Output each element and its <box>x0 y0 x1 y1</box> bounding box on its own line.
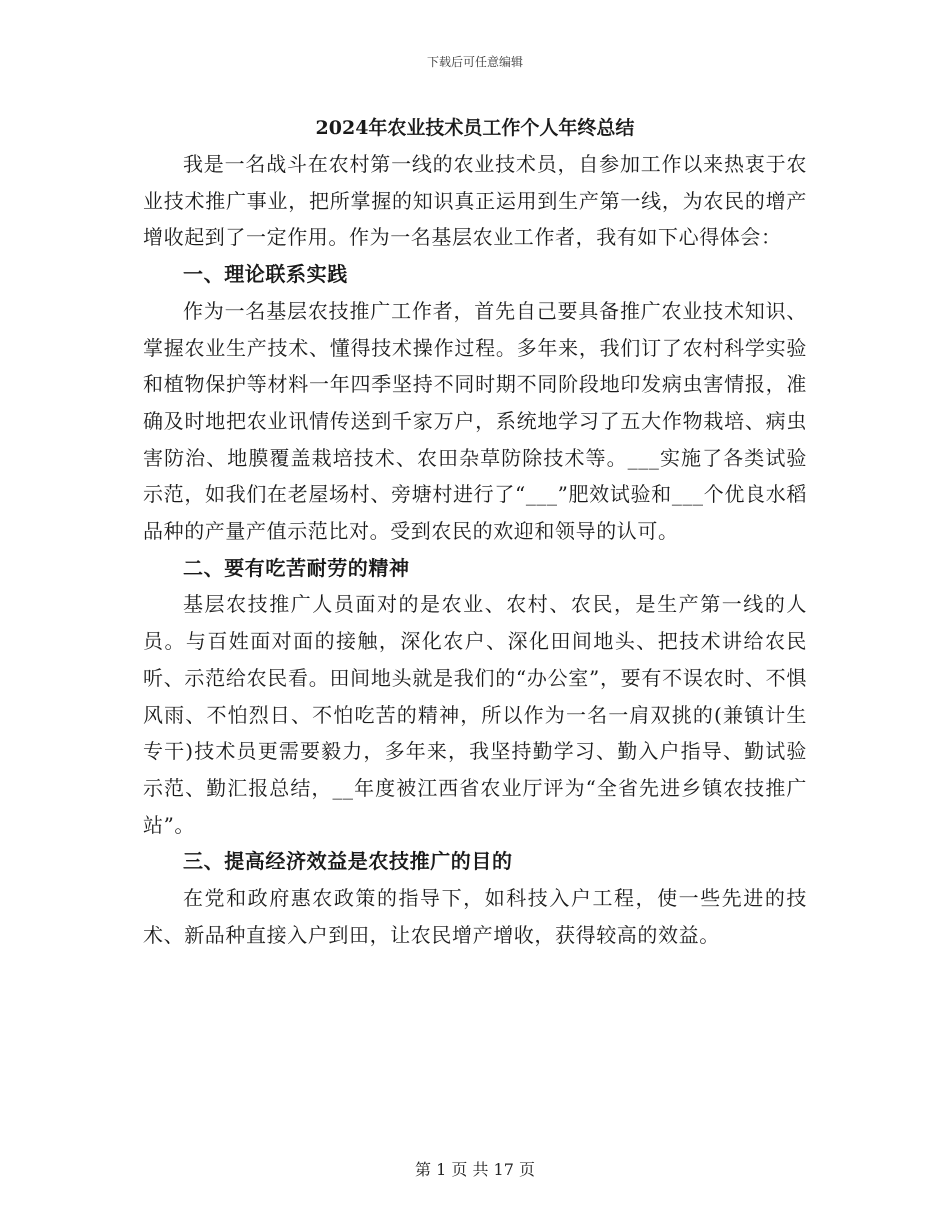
document-title: 2024年农业技术员工作个人年终总结 <box>315 117 635 139</box>
section-heading-3: 三、提高经济效益是农技推广的目的 <box>183 849 513 874</box>
section-paragraph-2: 基层农技推广人员面对的是农业、农村、农民，是生产第一线的人员。与百姓面对面的接触，深化农户、深化田间地头、把技术讲给农民听、示范给农民看。田间地头就是我们的“办公室”，要有不误农时、不惧风雨、不怕烈日、不怕吃苦的精神，所以作为一名一肩双挑的(兼镇计生专干)技术员更需要毅力，多年来，我坚持勤学习、勤入户指导、勤试验示范、勤汇报总结，__年度被江西省农业厅评为“全省先进乡镇农技推广站”。 <box>143 592 807 837</box>
intro-paragraph: 我是一名战斗在农村第一线的农业技术员，自参加工作以来热衷于农业技术推广事业，把所掌握的知识真正运用到生产第一线，为农民的增产增收起到了一定作用。作为一名基层农业工作者，我有如下心得体会： <box>143 152 807 250</box>
section-paragraph-1: 作为一名基层农技推广工作者，首先自己要具备推广农业技术知识、掌握农业生产技术、懂得技术操作过程。多年来，我们订了农村科学实验和植物保护等材料一年四季坚持不同时期不同阶段地印发病虫害情报，准确及时地把农业讯情传送到千家万户，系统地学习了五大作物栽培、病虫害防治、地膜覆盖栽培技术、农田杂草防除技术等。___实施了各类试验示范，如我们在老屋场村、旁塘村进行了“___”肥效试验和___个优良水稻品种的产量产值示范比对。受到农民的欢迎和领导的认可。 <box>143 298 807 544</box>
page-header-note: 下载后可任意编辑 <box>426 55 523 69</box>
document-body <box>143 112 807 953</box>
section-paragraph-3: 在党和政府惠农政策的指导下，如科技入户工程，使一些先进的技术、新品种直接入户到田，让农民增产增收，获得较高的效益。 <box>143 886 807 947</box>
page-number: 第 1 页 共 17 页 <box>415 1160 535 1179</box>
section-heading-1: 一、理论联系实践 <box>183 262 348 287</box>
section-heading-2: 二、要有吃苦耐劳的精神 <box>183 555 410 580</box>
